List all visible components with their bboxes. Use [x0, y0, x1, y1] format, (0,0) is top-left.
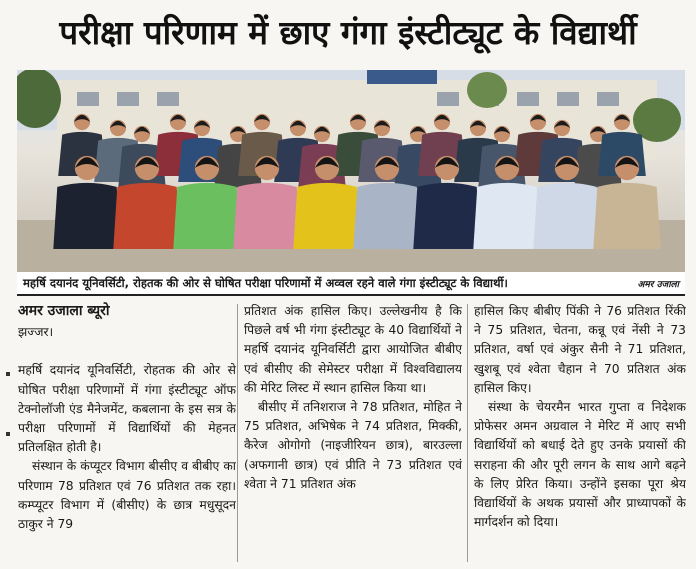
paragraph: प्रतिशत अंक हासिल किए। उल्लेखनीय है कि पिछले वर्ष भी गंगा इंस्टीट्यूट के 40 विद्यार्थियों ने महर्षि दयानंद यूनिवर्सिटी द्वारा आयोजित बीबीए एवं बीसीए की सेमेस्टर परीक्षा में विश्वविद्यालय की मेरिट लिस्ट में स्थान हासिल किया था। — [244, 304, 462, 395]
caption-text: महर्षि दयानंद यूनिवर्सिटी, रोहतक की ओर से घोषित परीक्षा परिणामों में अव्वल रहने वाले गंगा इंस्टीट्यूट के विद्यार्थी। — [23, 275, 508, 290]
group-photo-illustration — [17, 70, 685, 272]
paragraph: हासिल किए बीबीए पिंकी ने 76 प्रतिशत रिंकी ने 75 प्रतिशत, चेतना, कन्नू एवं नेंसी ने 73 प्रतिशत, वर्षा एवं अंकुर सैनी ने 71 प्रतिशत, खुशबू एवं श्वेता चैहान ने 70 प्रतिशत अंक हासिल किए। — [474, 304, 686, 395]
paragraph: संस्था के चेयरमैन भारत गुप्ता व निदेशक प्रोफेसर अमन अग्रवाल ने मेरिट में आए सभी विद्यार्थियों को बधाई देते हुए उनके प्रयासों की सराहना की और पूरी लगन के साथ आगे बढ़ने के लिए प्रेरित किया। उन्होंने इसका पूरा श्रेय विद्यार्थियों के अथक प्रयासों और प्राध्यापकों के मार्गदर्शन को दिया। — [474, 400, 686, 530]
margin-mark — [6, 372, 10, 376]
article-column-3 — [474, 302, 686, 564]
photo-caption — [17, 272, 685, 296]
margin-mark — [6, 432, 10, 436]
column-divider — [467, 304, 468, 562]
dateline-place: झज्जर। — [18, 325, 54, 340]
headline: परीक्षा परिणाम में छाए गंगा इंस्टीट्यूट के विद्यार्थी — [59, 12, 637, 52]
paragraph: बीसीए में तनिशराज ने 78 प्रतिशत, मोहित ने 75 प्रतिशत, अभिषेक ने 74 प्रतिशत, मिक्की, कैरेज ओगोगो (नाइजीरियन छात्र), बारउल्ला (अफगानी छात्र) एवं प्रीति ने 73 प्रतिशत एवं श्वेता ने 71 प्रतिशत अंक — [244, 400, 462, 491]
group-photo — [17, 70, 685, 272]
column-divider — [237, 304, 238, 562]
article-column-1 — [18, 302, 236, 564]
paragraph: संस्थान के कंप्यूटर विभाग बीसीए व बीबीए का परिणाम 78 प्रतिशत एवं 76 प्रतिशत तक रहा। कम्प्यूटर विभाग में (बीसीए) के छात्र मधुसूदन ठाकुर ने 79 — [18, 459, 236, 532]
photo-credit: अमर उजाला — [637, 279, 679, 290]
byline: अमर उजाला ब्यूरो — [18, 303, 110, 319]
paragraph: महर्षि दयानंद यूनिवर्सिटी, रोहतक की ओर से घोषित परीक्षा परिणामों में गंगा इंस्टीट्यूट ऑफ टेक्नोलॉजी एंड मैनेजमेंट, कबलाना के इस सत्र के परीक्षा परिणामों में विद्यार्थियों की मेहनत प्रतिलक्षित होती है। — [18, 363, 236, 455]
article-column-2 — [244, 302, 462, 564]
